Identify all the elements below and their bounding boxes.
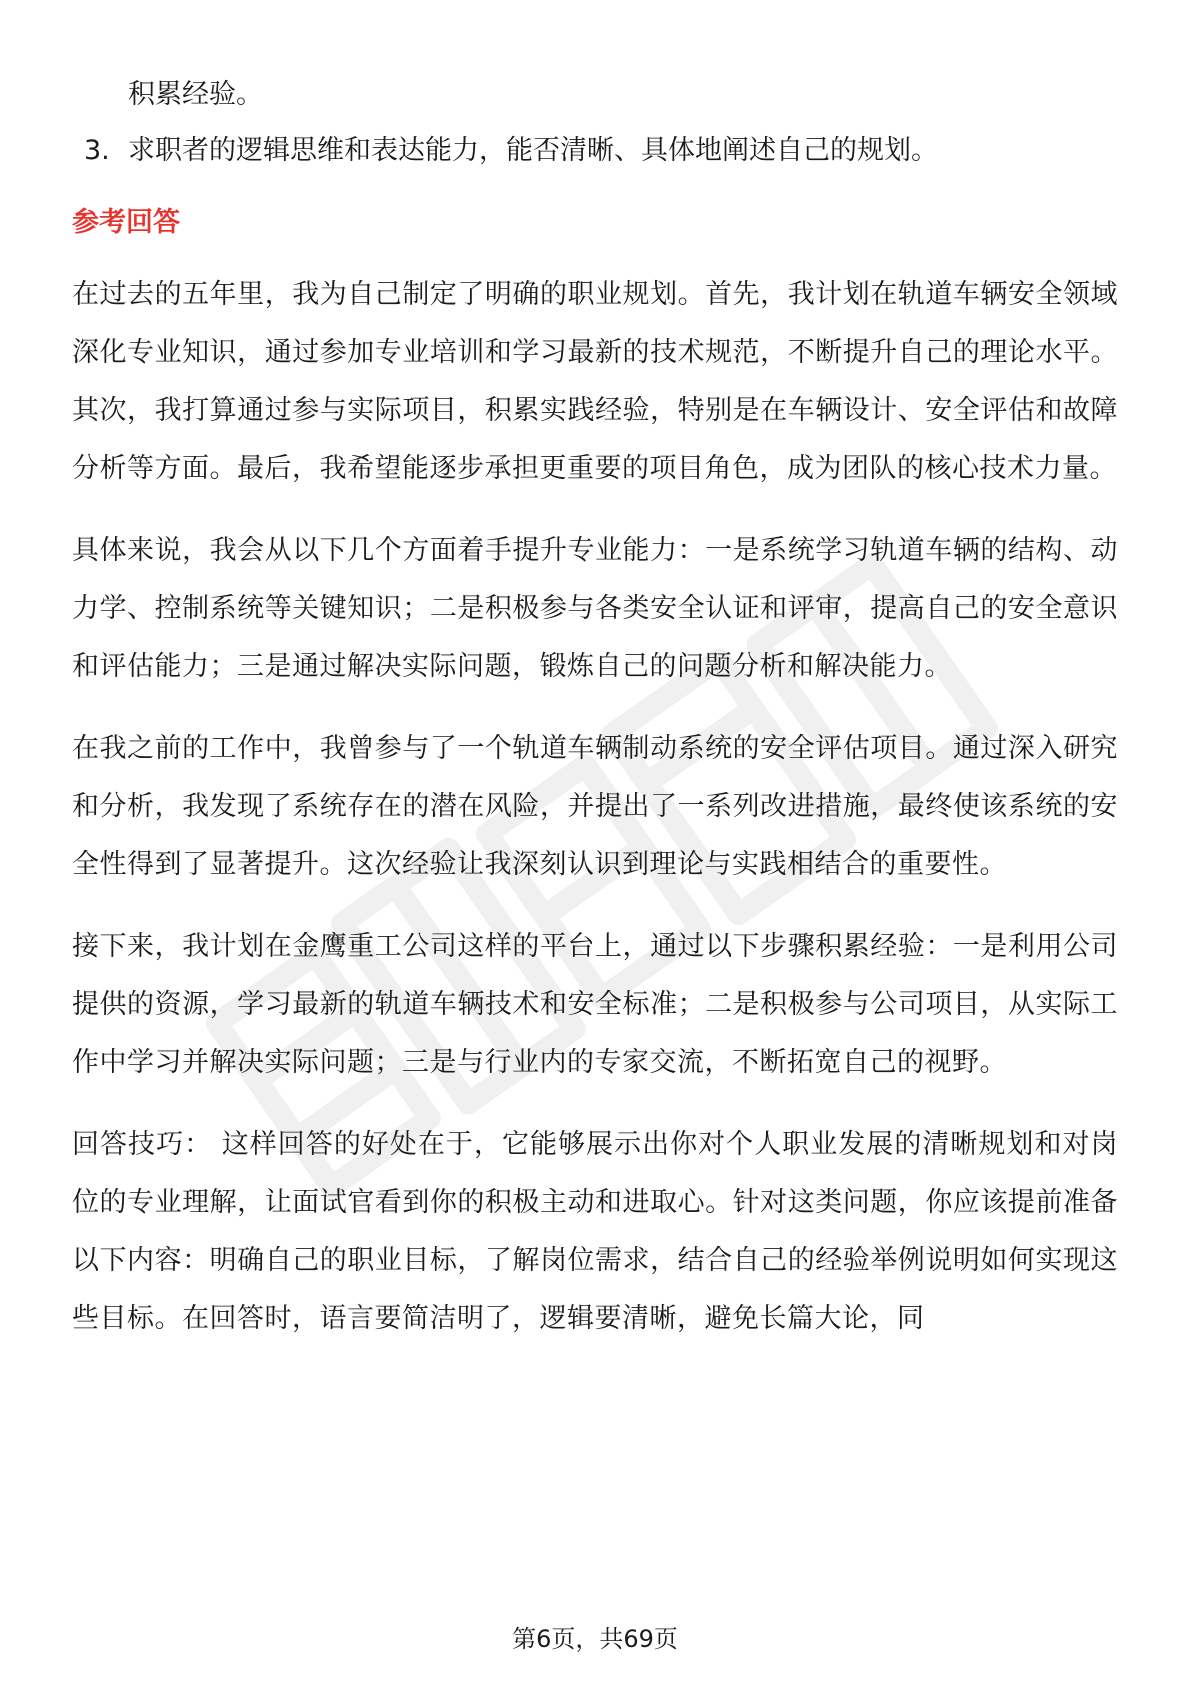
answer-tips-paragraph: 回答技巧： 这样回答的好处在于，它能够展示出你对个人职业发展的清晰规划和对岗位的专业理解，让面试官看到你的积极主动和进取心。针对这类问题，你应该提前准备以下内容：明确自己的职业目标，了解岗位需求，结合自己的经验举例说明如何实现这些目标。在回答时，语言要简洁明了，逻辑要清晰，避免长篇大论，同 [72,1129,1118,1334]
answer-paragraph-3: 在我之前的工作中，我曾参与了一个轨道车辆制动系统的安全评估项目。通过深入研究和分析，我发现了系统存在的潜在风险，并提出了一系列改进措施，最终使该系统的安全性得到了显著提升。这次经验让我深刻认识到理论与实践相结合的重要性。 [72,733,1118,880]
list-item-3 [72,128,1118,174]
list-item-continuation: 积累经验。 [128,79,263,110]
answer-paragraph-4: 接下来，我计划在金鹰重工公司这样的平台上，通过以下步骤积累经验：一是利用公司提供的资源，学习最新的轨道车辆技术和安全标准；二是积极参与公司项目，从实际工作中学习并解决实际问题；三是与行业内的专家交流，不断拓宽自己的视野。 [72,931,1118,1078]
list-item-text: 求职者的逻辑思维和表达能力，能否清晰、具体地阐述自己的规划。 [128,135,938,166]
document-content [72,72,1118,1348]
list-item-number: 3. [84,135,110,166]
answer-paragraph-2: 具体来说，我会从以下几个方面着手提升专业能力：一是系统学习轨道车辆的结构、动力学、控制系统等关键知识；二是积极参与各类安全认证和评审，提高自己的安全意识和评估能力；三是通过解决实际问题，锻炼自己的问题分析和解决能力。 [72,535,1118,682]
section-heading: 参考回答 [72,207,180,238]
answer-paragraph-1: 在过去的五年里，我为自己制定了明确的职业规划。首先，我计划在轨道车辆安全领域深化专业知识，通过参加专业培训和学习最新的技术规范，不断提升自己的理论水平。其次，我打算通过参与实际项目，积累实践经验，特别是在车辆设计、安全评估和故障分析等方面。最后，我希望能逐步承担更重要的项目角色，成为团队的核心技术力量。 [72,279,1118,484]
page-number-footer: 第6页，共69页 [512,1625,678,1653]
